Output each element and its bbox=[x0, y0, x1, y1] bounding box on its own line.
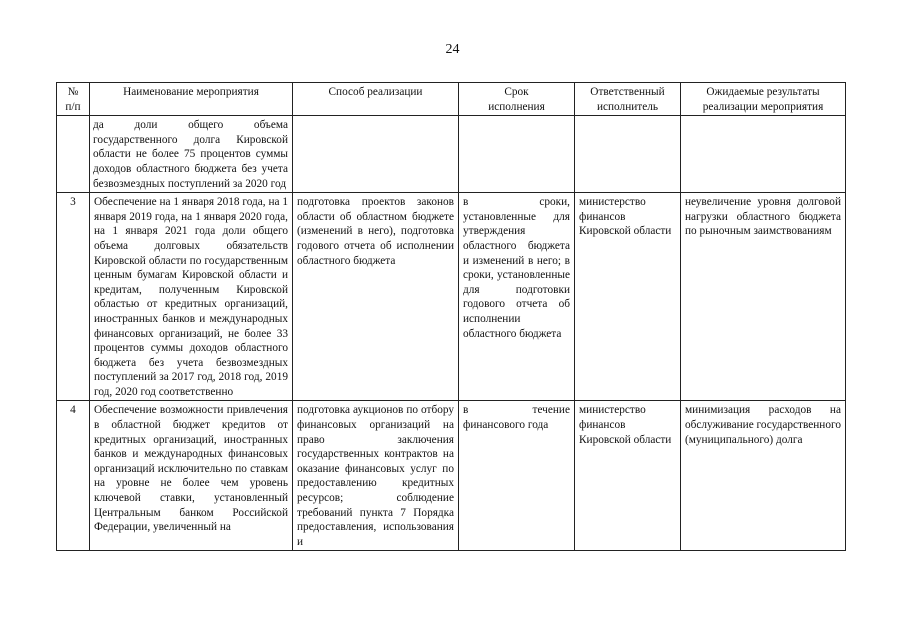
table-row bbox=[57, 116, 846, 193]
table-row bbox=[57, 193, 846, 401]
header-name: Наименование мероприятия bbox=[90, 83, 293, 116]
row-num: 4 bbox=[57, 401, 90, 551]
header-result: Ожидаемые результаты реализации мероприятия bbox=[681, 83, 846, 116]
row-name: Обеспечение на 1 января 2018 года, на 1 января 2019 года, на 1 января 2020 года, на 1 января 2021 года доли общего объема долговых обязательств Кировской области по государственным ценным бумагам Кировской области и кредитам, полученным Кировской областью от кредитных организаций, иностранных банков и международных финансовых организаций, не более 33 процентов суммы доходов областного бюджета без учета безвозмездных поступлений за 2017 год, 2018 год, 2019 год, 2020 год соответственно bbox=[90, 193, 293, 401]
row-method: подготовка проектов законов области об областном бюджете (изменений в него), подготовка годового отчета об исполнении областного бюджета bbox=[293, 193, 459, 401]
page-number: 24 bbox=[445, 42, 460, 57]
measures-table bbox=[56, 82, 846, 551]
header-num: № п/п bbox=[57, 83, 90, 116]
header-term: Срок исполнения bbox=[459, 83, 575, 116]
row-result: неувеличение уровня долговой нагрузки областного бюджета по рыночным заимствованиям bbox=[681, 193, 846, 401]
header-method: Способ реализации bbox=[293, 83, 459, 116]
row-term: в сроки, установленные для утверждения областного бюджета и изменений в него; в сроки, установленные для подготовки годового отчета об исполнении областного бюджета bbox=[459, 193, 575, 401]
table-row bbox=[57, 401, 846, 551]
row-term: в течение финансового года bbox=[459, 401, 575, 551]
table-header-row bbox=[57, 83, 846, 116]
row-result bbox=[681, 116, 846, 193]
row-num bbox=[57, 116, 90, 193]
header-responsible: Ответственный исполнитель bbox=[575, 83, 681, 116]
row-result: минимизация расходов на обслуживание государственного (муниципального) долга bbox=[681, 401, 846, 551]
row-name: да доли общего объема государственного долга Кировской области не более 75 процентов суммы доходов областного бюджета без учета безвозмездных поступлений за 2020 год bbox=[90, 116, 293, 193]
row-method: подготовка аукционов по отбору финансовых организаций на право заключения государственных контрактов на оказание финансовых услуг по предоставлению кредитных ресурсов; соблюдение требований пункта 7 Порядка предоставления, использования и bbox=[293, 401, 459, 551]
row-responsible: министерство финансов Кировской области bbox=[575, 401, 681, 551]
row-responsible bbox=[575, 116, 681, 193]
row-term bbox=[459, 116, 575, 193]
row-responsible: министерство финансов Кировской области bbox=[575, 193, 681, 401]
row-name: Обеспечение возможности привлечения в областной бюджет кредитов от кредитных организаций, иностранных банков и международных финансовых организаций исключительно по ставкам на уровне не более чем уровень ключевой ставки, установленный Центральным банком Российской Федерации, увеличенный на bbox=[90, 401, 293, 551]
row-method bbox=[293, 116, 459, 193]
row-num: 3 bbox=[57, 193, 90, 401]
